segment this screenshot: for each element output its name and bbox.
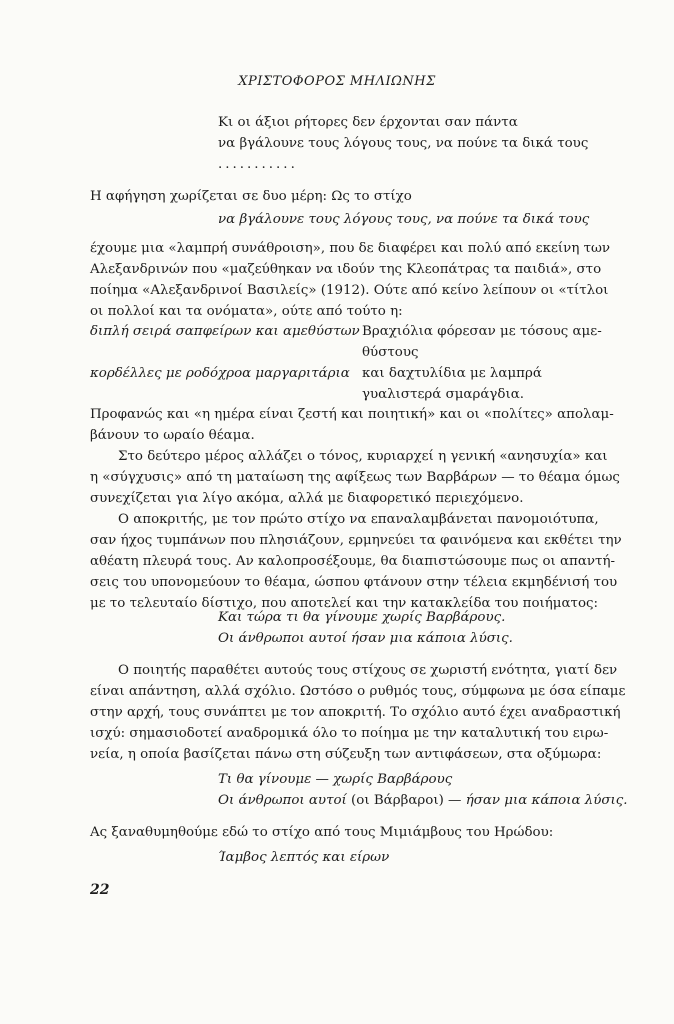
- quoted-verse: να βγάλουνε τους λόγους τους, να πούνε τα δικά τους: [218, 212, 590, 227]
- text-line: νεία, η οποία βασίζεται πάνω στη σύζευξη των αντιφάσεων, στα οξύμωρα:: [90, 747, 602, 762]
- verse-line: Οι άνθρωποι αυτοί ήσαν μια κάποια λύσις.: [218, 631, 513, 646]
- text-line: Αλεξανδρινών που «μαζεύθηκαν να ιδούν της Κλεοπάτρας τα παιδιά», στο: [90, 262, 602, 277]
- herodas-verse: Ίαμβος λεπτός και είρων: [218, 850, 390, 865]
- comparison-columns: [90, 321, 612, 405]
- paragraph-4: [90, 446, 620, 509]
- oxymoron-verse: [218, 769, 628, 811]
- text-line: βάνουν το ωραίο θέαμα.: [90, 428, 255, 443]
- verse-line: Τι θα γίνουμε — χωρίς Βαρβάρους: [218, 772, 453, 787]
- verse-line: Και τώρα τι θα γίνουμε χωρίς Βαρβάρους.: [218, 610, 506, 625]
- text-line: η «σύγχυσις» από τη ματαίωση της αφίξεως των Βαρβάρων — το θέαμα όμως: [90, 470, 620, 485]
- text-line: είναι απάντηση, αλλά σχόλιο. Ωστόσο ο ρυθμός τους, σύμφωνα με όσα είπαμε: [90, 684, 626, 699]
- comparison-right-1: Βραχιόλια φόρεσαν με τόσους αμε-θύστους: [362, 324, 602, 360]
- text-line: Στο δεύτερο μέρος αλλάζει ο τόνος, κυριαρχεί η γενική «ανησυχία» και: [118, 449, 608, 464]
- text-line: Ο αποκριτής, με τον πρώτο στίχο να επαναλαμβάνεται πανομοιότυπα,: [118, 512, 599, 527]
- text-line: οι πολλοί και τα ονόματα», ούτε από τούτο η:: [90, 304, 403, 319]
- verse-fragment: ήσαν μια κάποια λύσις.: [465, 793, 628, 808]
- ellipsis-line: ...........: [218, 157, 298, 172]
- opening-verse: [218, 112, 588, 175]
- text-line: ποίημα «Αλεξανδρινοί Βασιλείς» (1912). Ούτε από κείνο λείπουν οι «τίτλοι: [90, 283, 609, 298]
- paragraph-1: [90, 186, 612, 207]
- text-line: σεις του υπονομεύουν το θέαμα, ώσπου φτάνουν στην τέλεια εκμηδένισή του: [90, 575, 618, 590]
- verse-line: Κι οι άξιοι ρήτορες δεν έρχονται σαν πάντα: [218, 115, 518, 130]
- text-line: με το τελευταίο δίστιχο, που αποτελεί και την κατακλείδα του ποιήματος:: [90, 596, 599, 611]
- comparison-left-1: διπλή σειρά σαπφείρων και αμεθύστων: [90, 324, 360, 339]
- running-header: ΧΡΙΣΤΟΦΟΡΟΣ ΜΗΛΙΩΝΗΣ: [238, 74, 436, 89]
- verse-line: [218, 790, 628, 811]
- text-line: Η αφήγηση χωρίζεται σε δυο μέρη: Ως το στίχο: [90, 189, 412, 204]
- text-line: ισχύ: σημασιοδοτεί αναδρομικά όλο το ποίημα με την καταλυτική του ειρω-: [90, 726, 609, 741]
- paragraph-5: [90, 509, 622, 614]
- page-number: 22: [90, 882, 110, 898]
- comparison-right-2: και δαχτυλίδια με λαμπρά γυαλιστερά σμαράγδια.: [362, 366, 542, 402]
- paragraph-3: [90, 404, 612, 446]
- paragraph-7: [90, 822, 612, 843]
- verse-fragment: (οι Βάρβαροι) —: [346, 793, 466, 808]
- comparison-left-2: κορδέλλες με ροδόχροα μαργαριτάρια: [90, 366, 350, 381]
- verse-fragment: Οι άνθρωποι αυτοί: [218, 793, 347, 808]
- text-line: Ας ξαναθυμηθούμε εδώ το στίχο από τους Μιμιάμβους του Ηρώδου:: [90, 825, 554, 840]
- verse-line: να βγάλουνε τους λόγους τους, να πούνε τα δικά τους: [218, 136, 589, 151]
- text-line: Προφανώς και «η ημέρα είναι ζεστή και ποιητική» και οι «πολίτες» απολαμ-: [90, 407, 614, 422]
- closing-couplet: [218, 607, 513, 649]
- text-line: αθέατη πλευρά τους. Αν καλοπροσέξουμε, θα διαπιστώσουμε πως οι απαντή-: [90, 554, 616, 569]
- text-line: σαν ήχος τυμπάνων που πλησιάζουν, ερμηνεύει τα φαινόμενα και εκθέτει την: [90, 533, 622, 548]
- text-line: συνεχίζεται για λίγο ακόμα, αλλά με διαφορετικό περιεχόμενο.: [90, 491, 524, 506]
- text-line: στην αρχή, τους συνάπτει με τον αποκριτή. Το σχόλιο αυτό έχει αναδραστική: [90, 705, 621, 720]
- text-line: έχουμε μια «λαμπρή συνάθροιση», που δε διαφέρει και πολύ από εκείνη των: [90, 241, 611, 256]
- paragraph-2: [90, 238, 612, 322]
- paragraph-6: [90, 660, 626, 765]
- text-line: Ο ποιητής παραθέτει αυτούς τους στίχους σε χωριστή ενότητα, γιατί δεν: [118, 663, 618, 678]
